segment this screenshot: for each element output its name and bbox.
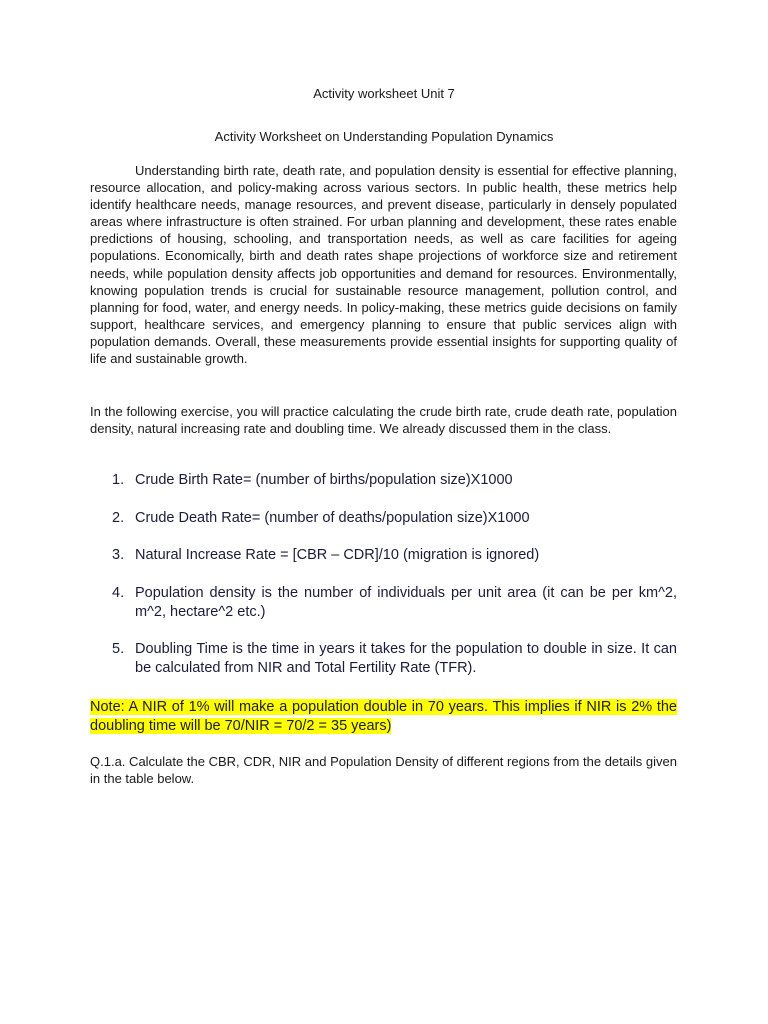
- highlighted-note: [90, 698, 677, 735]
- list-item: [90, 471, 677, 490]
- list-item: [90, 584, 677, 621]
- list-item-number: 2.: [112, 510, 125, 526]
- question-text: Q.1.a. Calculate the CBR, CDR, NIR and Population Density of different regions from the details given in the table below.: [90, 754, 677, 787]
- formula-doubling-time: Doubling Time is the time in years it takes for the population to double in size. It can be calculated from NIR and Total Fertility Rate (TFR).: [135, 641, 677, 676]
- note-text: Note: A NIR of 1% will make a population double in 70 years. This implies if NIR is 2% the doubling time will be 70/NIR = 70/2 = 35 years): [90, 699, 677, 734]
- list-item-number: 5.: [112, 641, 125, 657]
- list-item-number: 1.: [112, 472, 125, 488]
- formula-crude-death-rate: Crude Death Rate= (number of deaths/population size)X1000: [135, 510, 530, 526]
- exercise-paragraph: In the following exercise, you will practice calculating the crude birth rate, crude death rate, population density, natural increasing rate and doubling time. We already discussed them in the class.: [90, 404, 677, 437]
- list-item: [90, 546, 677, 565]
- intro-paragraph: Understanding birth rate, death rate, and population density is essential for effective planning, resource allocation, and policy-making across various sectors. In public health, these metrics help identify healthcare needs, manage resources, and prevent disease, particularly in densely populated areas where infrastructure is often strained. For urban planning and development, these rates enable predictions of housing, schooling, and transportation needs, as well as care facilities for ageing populations. Economically, birth and death rates shape projections of workforce size and retirement needs, while population density affects job opportunities and demand for resources. Environmentally, knowing population trends is crucial for sustainable resource management, pollution control, and planning for food, water, and energy needs. In policy-making, these metrics guide decisions on family support, healthcare services, and emergency planning to ensure that public services align with population demands. Overall, these measurements provide essential insights for supporting quality of life and sustainable growth.: [90, 163, 677, 367]
- formula-population-density: Population density is the number of individuals per unit area (it can be per km^2, m^2, hectare^2 etc.): [135, 585, 677, 620]
- list-item: [90, 640, 677, 677]
- document-subtitle: Activity Worksheet on Understanding Population Dynamics: [214, 129, 554, 144]
- formula-crude-birth-rate: Crude Birth Rate= (number of births/population size)X1000: [135, 472, 513, 488]
- list-item-number: 3.: [112, 547, 125, 563]
- formula-natural-increase-rate: Natural Increase Rate = [CBR – CDR]/10 (migration is ignored): [135, 547, 540, 563]
- list-item: [90, 509, 677, 528]
- list-item-number: 4.: [112, 585, 125, 601]
- document-title: Activity worksheet Unit 7: [313, 86, 455, 101]
